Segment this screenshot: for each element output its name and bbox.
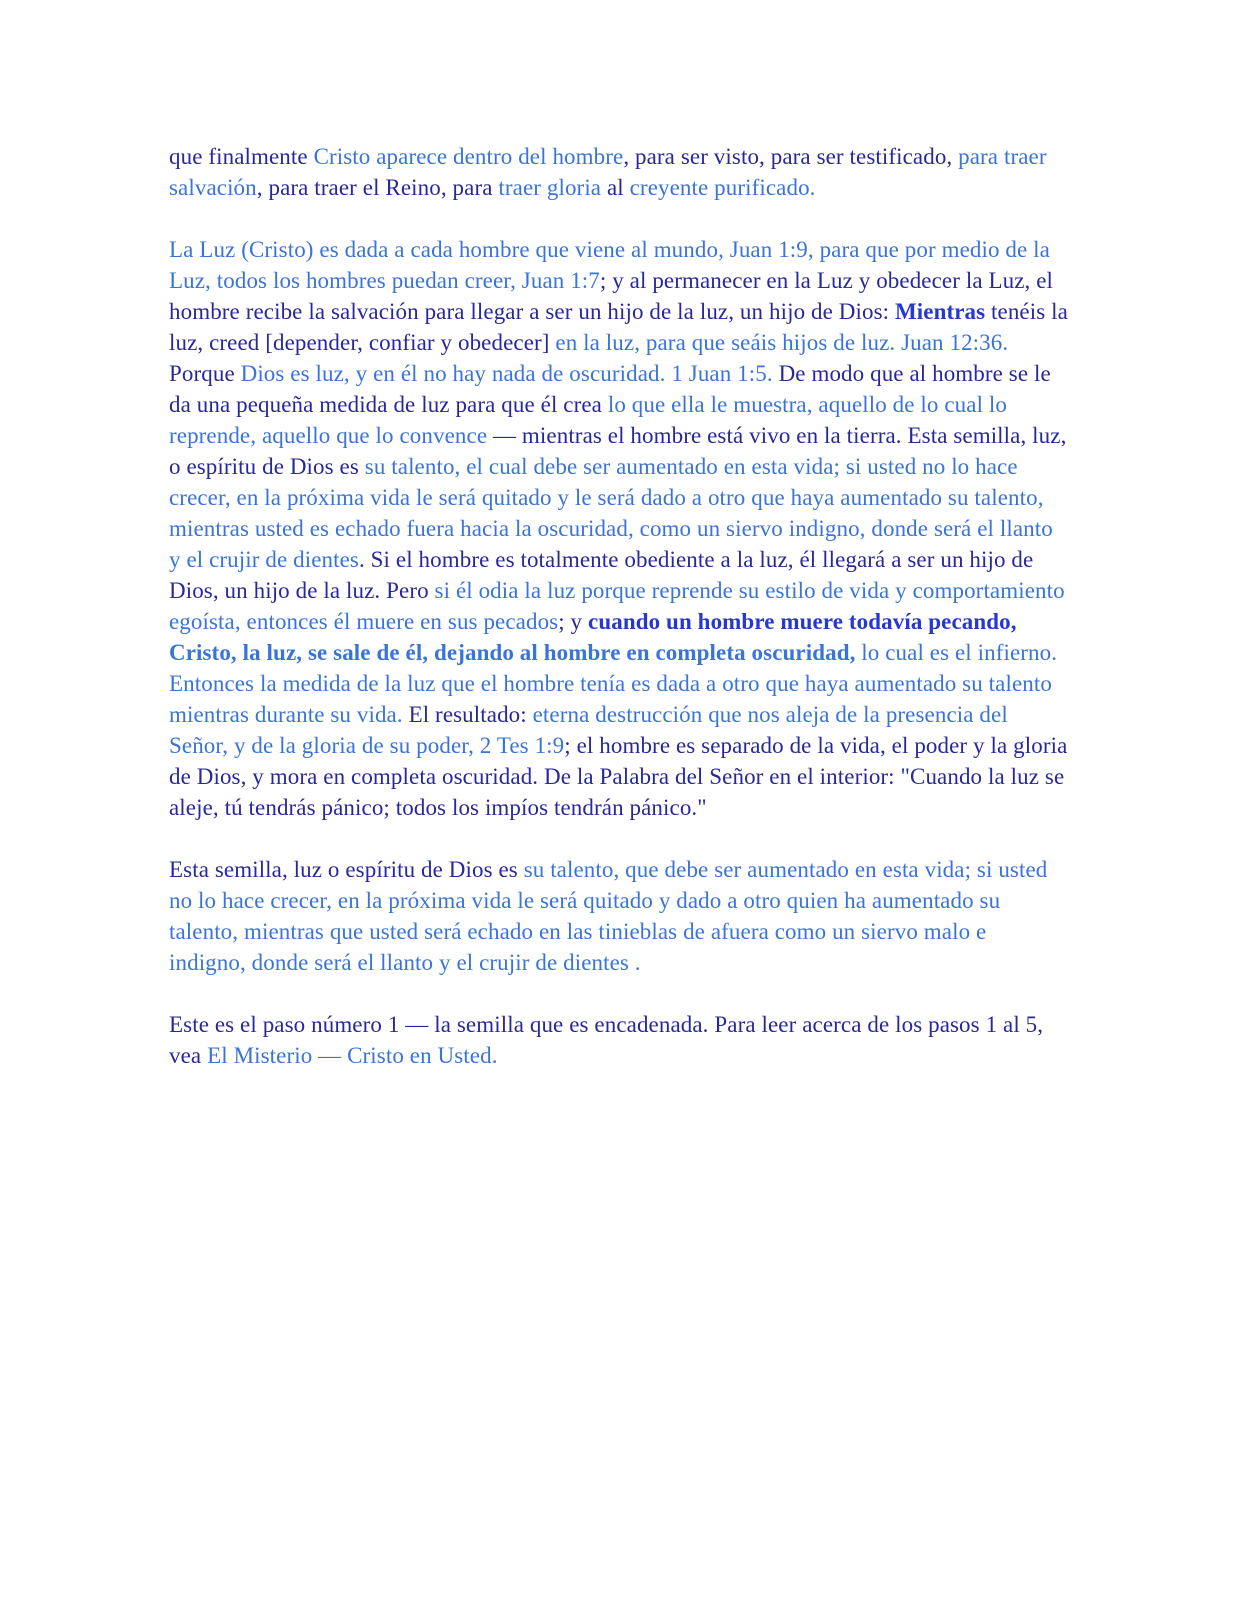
- text-segment-navy: ; y al permanecer en la Luz y obedecer la Luz, el hombre recibe la salvación para llegar a ser un hijo de la luz, un hijo de Dios:: [169, 268, 1054, 324]
- text-segment-blue: su talento, que debe ser aumentado en esta vida; si usted no lo hace crecer, en la próxima vida le será quitado y dado a otro quien ha aumentado su talento, mientras que usted será echado en las tinieblas de afuera como un siervo malo e indigno, donde será el llanto y el crujir de dientes .: [169, 857, 1048, 975]
- text-segment-blue: Dios es luz, y en él no hay nada de oscuridad. 1 Juan 1:5.: [240, 361, 773, 386]
- paragraph-intro: [169, 141, 1069, 203]
- text-segment-navy: El resultado:: [402, 702, 533, 727]
- text-segment-navy: ; y: [558, 609, 589, 634]
- text-segment-bold-navy: Mientras: [894, 299, 986, 324]
- text-segment-navy: al: [601, 175, 630, 200]
- text-segment-navy: tenéis la luz, creed [depender, confiar y obedecer]: [169, 299, 1068, 355]
- text-segment-blue: su talento, el cual debe ser aumentado en esta vida; si usted no lo hace crecer, en la próxima vida le será quitado y le será dado a otro que haya aumentado su talento, mientras usted es echado fuera hacia la oscuridad, como un siervo indigno, donde será el llanto y el crujir de dientes: [169, 454, 1053, 572]
- paragraph-paso-1: [169, 1009, 1069, 1071]
- text-segment-navy: . Si el hombre es totalmente obediente a la luz, él llegará a ser un hijo de Dios, un hijo de la luz. Pero: [169, 547, 1034, 603]
- text-segment-blue: lo que ella le muestra, aquello de lo cual lo reprende, aquello que lo convence: [169, 392, 1008, 448]
- text-segment-navy: Este es el paso número 1 — la semilla que es encadenada. Para leer acerca de los pasos 1 al 5, vea: [169, 1012, 1044, 1068]
- text-segment-blue: en la luz, para que seáis hijos de luz. Juan 12:36.: [555, 330, 1009, 355]
- text-segment-navy: Esta semilla, luz o espíritu de Dios es: [169, 857, 524, 882]
- text-segment-blue: El Misterio — Cristo en Usted.: [207, 1043, 498, 1068]
- text-segment-navy: Porque: [169, 361, 241, 386]
- text-segment-navy: — mientras el hombre está vivo en la tierra. Esta semilla, luz, o espíritu de Dios es: [169, 423, 1067, 479]
- text-segment-bold-blue: Cristo, la luz, se sale de él, dejando al hombre en completa oscuridad,: [169, 640, 856, 665]
- text-segment-bold-navy: cuando un hombre muere todavía pecando,: [588, 609, 1017, 634]
- text-segment-navy: , para traer el Reino, para: [256, 175, 499, 200]
- text-segment-blue: La Luz (Cristo) es dada a cada hombre que viene al mundo, Juan 1:9, para que por medio de la Luz, todos los hombres puedan creer, Juan 1:7: [169, 237, 1050, 293]
- text-segment-blue: traer gloria: [498, 175, 602, 200]
- paragraph-la-luz: [169, 234, 1069, 823]
- text-segment-blue: para traer salvación: [169, 144, 1047, 200]
- text-segment-navy: que finalmente: [169, 144, 314, 169]
- text-segment-navy: De modo que al hombre se le da una pequeña medida de luz para que él crea: [169, 361, 1051, 417]
- paragraph-esta-semilla: [169, 854, 1069, 978]
- text-segment-blue: creyente purificado.: [629, 175, 816, 200]
- text-segment-blue: si él odia la luz porque reprende su estilo de vida y comportamiento egoísta, entonces él muere en sus pecados: [169, 578, 1065, 634]
- text-segment-blue: Cristo aparece dentro del hombre: [313, 144, 624, 169]
- text-segment-navy: ; el hombre es separado de la vida, el poder y la gloria de Dios, y mora en completa oscuridad. De la Palabra del Señor en el interior: "Cuando la luz se aleje, tú tendrás pánico; todos los impíos tendrán pánico.": [169, 733, 1068, 820]
- text-segment-blue: eterna destrucción que nos aleja de la presencia del Señor, y de la gloria de su poder, 2 Tes 1:9: [169, 702, 1008, 758]
- text-segment-navy: , para ser visto, para ser testificado,: [623, 144, 959, 169]
- text-segment-blue: lo cual es el infierno. Entonces la medida de la luz que el hombre tenía es dada a otro que haya aumentado su talento mientras durante su vida.: [169, 640, 1058, 727]
